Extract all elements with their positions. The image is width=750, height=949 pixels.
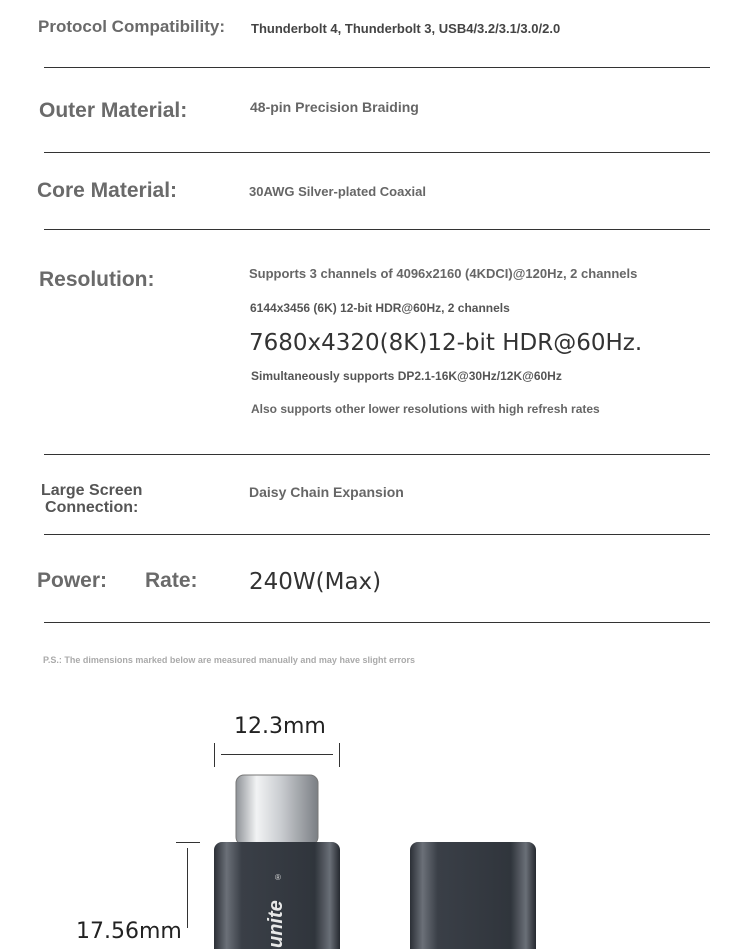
- power-label: Power:: [37, 569, 108, 592]
- divider: [44, 622, 710, 623]
- divider: [44, 152, 710, 153]
- divider: [44, 229, 710, 230]
- outer-material-label: Outer Material:: [39, 99, 188, 122]
- adapter-body-rear-icon: [410, 842, 536, 949]
- outer-material-value: 48-pin Precision Braiding: [250, 99, 419, 115]
- rate-label: Rate:: [145, 569, 198, 592]
- resolution-line5: Also supports other lower resolutions with high refresh rates: [251, 402, 600, 416]
- resolution-line2: 6144x3456 (6K) 12-bit HDR@60Hz, 2 channels: [250, 301, 510, 315]
- large-screen-label-line1: Large Screen: [41, 482, 143, 499]
- large-screen-label: [41, 482, 142, 516]
- large-screen-value: Daisy Chain Expansion: [249, 484, 404, 500]
- resolution-line1: Supports 3 channels of 4096x2160 (4KDCI)@120Hz, 2 channels: [249, 266, 638, 281]
- dim-line: [221, 754, 333, 755]
- divider: [44, 534, 710, 535]
- registered-mark: ®: [275, 873, 281, 882]
- height-dimension: 17.56mm: [76, 919, 182, 944]
- core-material-value: 30AWG Silver-plated Coaxial: [249, 184, 427, 199]
- core-material-label: Core Material:: [37, 179, 178, 202]
- large-screen-label-line2: Connection:: [45, 499, 139, 516]
- measurement-note: P.S.: The dimensions marked below are measured manually and may have slight errors: [43, 655, 415, 665]
- protocol-value: Thunderbolt 4, Thunderbolt 3, USB4/3.2/3.1/3.0/2.0: [251, 21, 561, 36]
- usb-c-plug-icon: [236, 775, 318, 845]
- protocol-label: Protocol Compatibility:: [38, 17, 225, 36]
- divider: [44, 454, 710, 455]
- adapter-illustration: [0, 760, 750, 949]
- resolution-line3: 7680x4320(8K)12-bit HDR@60Hz.: [249, 330, 643, 356]
- resolution-line4: Simultaneously supports DP2.1-16K@30Hz/12K@60Hz: [251, 369, 562, 383]
- power-value: 240W(Max): [249, 569, 382, 595]
- resolution-label: Resolution:: [39, 268, 155, 291]
- divider: [44, 67, 710, 68]
- brand-logo: unite: [265, 900, 287, 948]
- width-dimension: 12.3mm: [234, 714, 326, 739]
